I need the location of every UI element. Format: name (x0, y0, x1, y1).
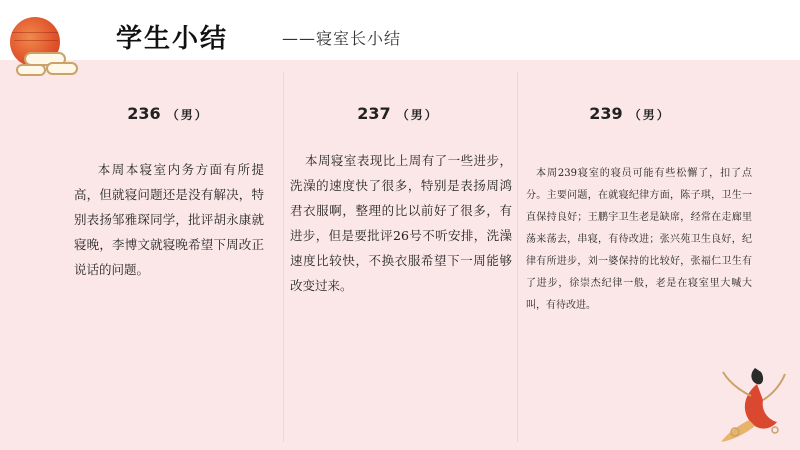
room-236-heading (108, 104, 228, 123)
room-237-heading (338, 104, 458, 123)
column-divider (517, 72, 518, 442)
room-number: 237 (357, 104, 391, 123)
cloud-decoration (16, 64, 46, 76)
room-gender: （男） (166, 108, 209, 122)
sun-line (14, 40, 58, 41)
dancer-illustration (715, 360, 790, 445)
room-number: 239 (589, 104, 623, 123)
sun-line (12, 32, 58, 33)
room-gender: （男） (396, 108, 439, 122)
room-gender: （男） (628, 108, 671, 122)
cloud-decoration (46, 62, 78, 75)
column-divider (283, 72, 284, 442)
page-subtitle: 寝室长小结 (316, 29, 402, 48)
page-title: 学生小结 (116, 24, 229, 54)
room-239-summary: 本周239寝室的寝员可能有些松懈了，扣了点分。主要问题，在就寝纪律方面，陈子琪，卫生一直保持良好；王鹏宇卫生老是缺席，经常在走廊里荡来荡去，串寝，有待改进；张兴苑卫生良好，纪律有所进步，刘一婆保持的比较好，张福仁卫生有了进步，徐崇杰纪律一般，老是在寝室里大喊大叫，有待改进。 (526, 168, 752, 311)
room-237-summary: 本周寝室表现比上周有了一些进步，洗澡的速度快了很多，特别是表扬周鸿君衣服啊，整理的比以前好了很多，有进步，但是要批评26号不听安排，洗澡速度比较快，不换衣服希望下一周能够改变过来。 (290, 153, 512, 293)
room-239-heading (570, 104, 690, 123)
room-number: 236 (127, 104, 161, 123)
page-subtitle-row (282, 26, 401, 49)
room-236-summary: 本周本寝室内务方面有所提高，但就寝问题还是没有解决，特别表扬邹雅琛同学，批评胡永康就寝晚，李博文就寝晚希望下周改正说话的问题。 (74, 162, 264, 277)
title-separator: —— (282, 29, 316, 48)
